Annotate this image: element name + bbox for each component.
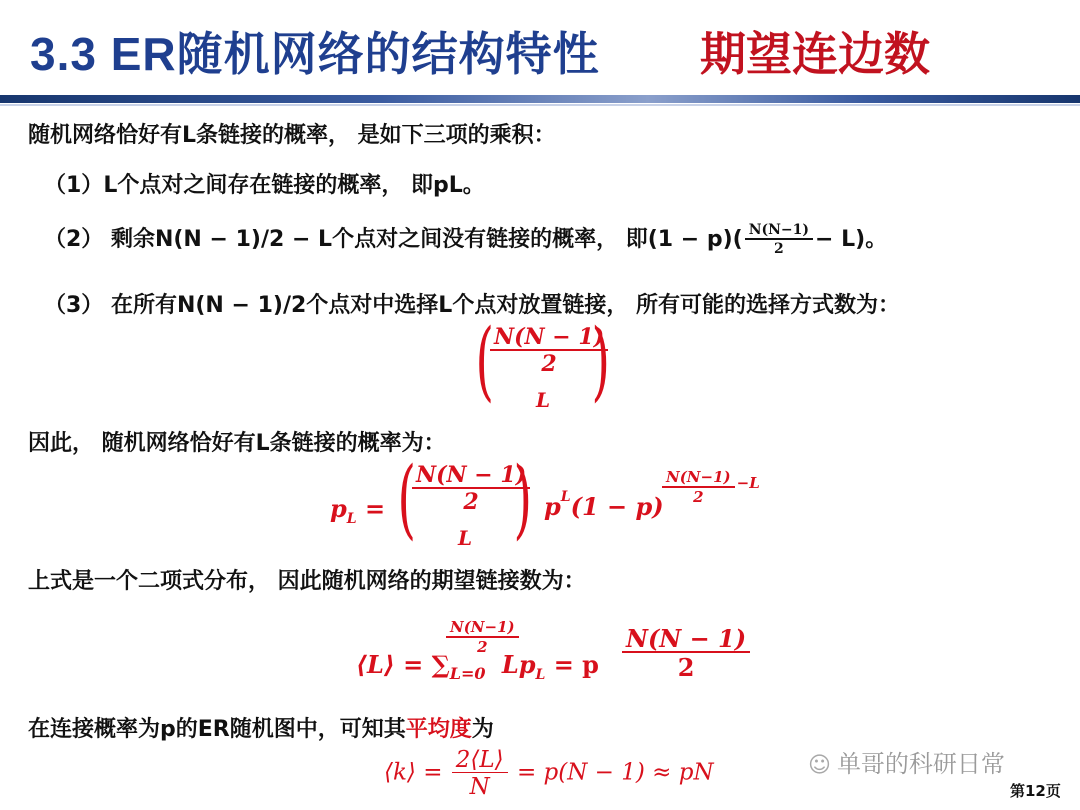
expectation-frac: [622, 624, 750, 683]
expectation-sum: ⟨L⟩ = ∑: [356, 650, 450, 679]
item-1-text: L个点对之间存在链接的概率， 即pL。: [103, 173, 485, 198]
binomial-coefficient-2: [392, 449, 542, 552]
item-2-text-a: 剩余N(N − 1)/2 − L个点对之间没有链接的概率， 即(1 − p)(: [110, 227, 743, 252]
pL-rhs-p: p: [544, 492, 561, 521]
pL-lhs: [330, 494, 385, 527]
pL-subscript: L: [346, 510, 357, 527]
binom2-num: N(N − 1): [412, 464, 530, 489]
pL-exponent: [660, 470, 760, 506]
item-1-prefix: （1）: [44, 173, 104, 198]
item-2-frac-den: 2: [774, 241, 784, 257]
exponent-num: N(N−1): [662, 470, 735, 488]
binom2-left-paren: (: [397, 449, 417, 549]
pL-symbol: p: [330, 494, 347, 523]
binomial-text: 上式是一个二项式分布， 因此随机网络的期望链接数为：: [28, 569, 586, 594]
binom-L: L: [536, 388, 551, 412]
expectation-Lp: Lp: [501, 650, 536, 679]
average-degree-text: [28, 712, 494, 743]
slide-title: 3.3 ER随机网络的结构特性: [30, 28, 600, 80]
slide-subtitle: 期望连边数: [700, 27, 930, 81]
item-2-frac-num: N(N−1): [745, 223, 813, 240]
intro-text: 随机网络恰好有L条链接的概率， 是如下三项的乘积：: [28, 123, 556, 148]
expectation-num: N(N − 1): [622, 626, 750, 653]
therefore-text: 因此， 随机网络恰好有L条链接的概率为：: [28, 431, 446, 456]
avg-prefix: 在连接概率为p的ER随机图中，可知其: [28, 717, 406, 742]
item-3-prefix: （3）: [44, 293, 111, 318]
binom-fraction: [490, 326, 608, 376]
sum-upper-num: N(N−1): [446, 620, 519, 638]
expectation-fraction: [620, 624, 752, 683]
item-2: [44, 222, 887, 257]
item-3-text: 在所有N(N − 1)/2个点对中选择L个点对放置链接， 所有可能的选择方式数为：: [110, 293, 900, 318]
binom-left-paren: (: [475, 311, 495, 411]
item-1: [44, 168, 485, 199]
expectation-lhs: [356, 650, 599, 683]
pL-rhs-sup: L: [560, 489, 571, 505]
expectation-den: 2: [677, 653, 695, 683]
watermark-text: 单哥的科研日常: [836, 750, 1005, 778]
wechat-icon: ☺: [808, 753, 831, 778]
k-rhs: = p(N − 1) ≈ pN: [516, 759, 714, 786]
title-divider: [0, 95, 1080, 103]
binom2-right-paren: ): [513, 449, 533, 549]
binom-num: N(N − 1): [490, 326, 608, 351]
average-degree-formula: [384, 748, 714, 799]
item-2-prefix: （2）: [44, 227, 111, 252]
item-2-text-b: − L)。: [815, 227, 888, 252]
sum-lower-limit: L=0: [449, 663, 486, 683]
k-lhs: ⟨k⟩ =: [384, 759, 443, 786]
pL-rhs-paren: (1 − p): [570, 492, 664, 521]
binom2-L: L: [458, 526, 473, 550]
k-den: N: [469, 774, 490, 801]
expectation-eq-p: = p: [553, 650, 599, 679]
k-fraction: [452, 748, 508, 799]
exponent-minus-L: −L: [736, 474, 760, 492]
k-num: 2⟨L⟩: [452, 748, 508, 773]
pL-rhs: [544, 489, 664, 521]
item-2-fraction: [745, 223, 813, 256]
pL-equals: =: [364, 494, 386, 523]
binom-den: 2: [541, 351, 557, 378]
exponent-frac: [662, 470, 735, 506]
sum-upper-den: 2: [477, 637, 488, 656]
binom2-fraction: [412, 464, 530, 514]
binom-right-paren: ): [591, 311, 611, 411]
title-bar: [0, 0, 1080, 96]
item-3: [44, 288, 900, 319]
binom2-den: 2: [463, 489, 479, 516]
binomial-coefficient: [470, 311, 620, 414]
title-divider-thin: [0, 104, 1080, 106]
watermark: [808, 744, 1005, 779]
exponent-den: 2: [693, 487, 704, 506]
avg-suffix: 为: [471, 717, 494, 742]
avg-highlight: 平均度: [405, 717, 472, 742]
expectation-Lp-sub: L: [535, 666, 546, 683]
page-number: 第12页: [1010, 782, 1061, 800]
